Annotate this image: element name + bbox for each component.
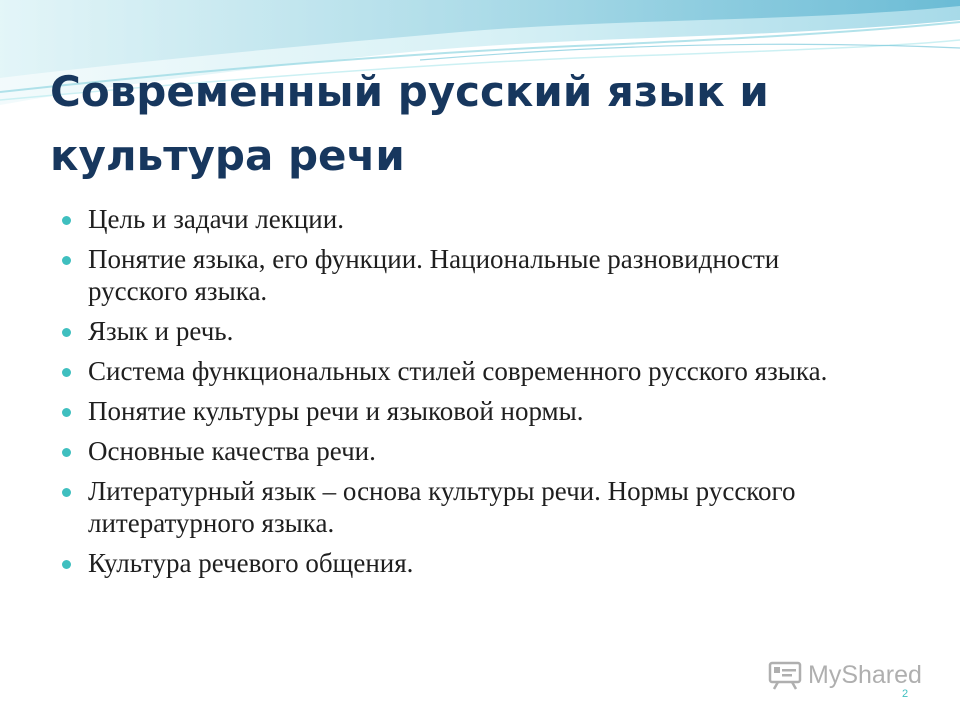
bullet-dot-icon xyxy=(62,448,71,457)
bullet-text: Основные качества речи. xyxy=(88,436,376,466)
bullet-item xyxy=(62,435,882,467)
bullet-item xyxy=(62,315,882,347)
bullet-list xyxy=(62,203,882,587)
bullet-text: Понятие языка, его функции. Национальные разновидности русского языка. xyxy=(88,244,780,306)
bullet-text: Цель и задачи лекции. xyxy=(88,204,344,234)
bullet-dot-icon xyxy=(62,256,71,265)
bullet-item xyxy=(62,203,882,235)
bullet-item xyxy=(62,355,882,387)
presentation-board-icon xyxy=(768,660,802,690)
bullet-text: Понятие культуры речи и языковой нормы. xyxy=(88,396,584,426)
bullet-item xyxy=(62,243,882,307)
bullet-item xyxy=(62,395,882,427)
bullet-dot-icon xyxy=(62,560,71,569)
bullet-dot-icon xyxy=(62,488,71,497)
myshared-watermark[interactable] xyxy=(768,660,922,690)
bullet-dot-icon xyxy=(62,408,71,417)
page-number: 2 xyxy=(902,688,909,700)
bullet-text: Литературный язык – основа культуры речи. Нормы русского литературного языка. xyxy=(88,476,796,538)
bullet-item xyxy=(62,475,882,539)
bullet-text: Культура речевого общения. xyxy=(88,548,414,578)
bullet-text: Язык и речь. xyxy=(88,316,234,346)
bullet-item xyxy=(62,547,882,579)
bullet-text: Система функциональных стилей современного русского языка. xyxy=(88,356,828,386)
watermark-text: MyShared xyxy=(808,660,922,689)
bullet-dot-icon xyxy=(62,216,71,225)
slide-title: Современный русский язык и культура речи xyxy=(50,67,769,180)
bullet-dot-icon xyxy=(62,328,71,337)
bullet-dot-icon xyxy=(62,368,71,377)
